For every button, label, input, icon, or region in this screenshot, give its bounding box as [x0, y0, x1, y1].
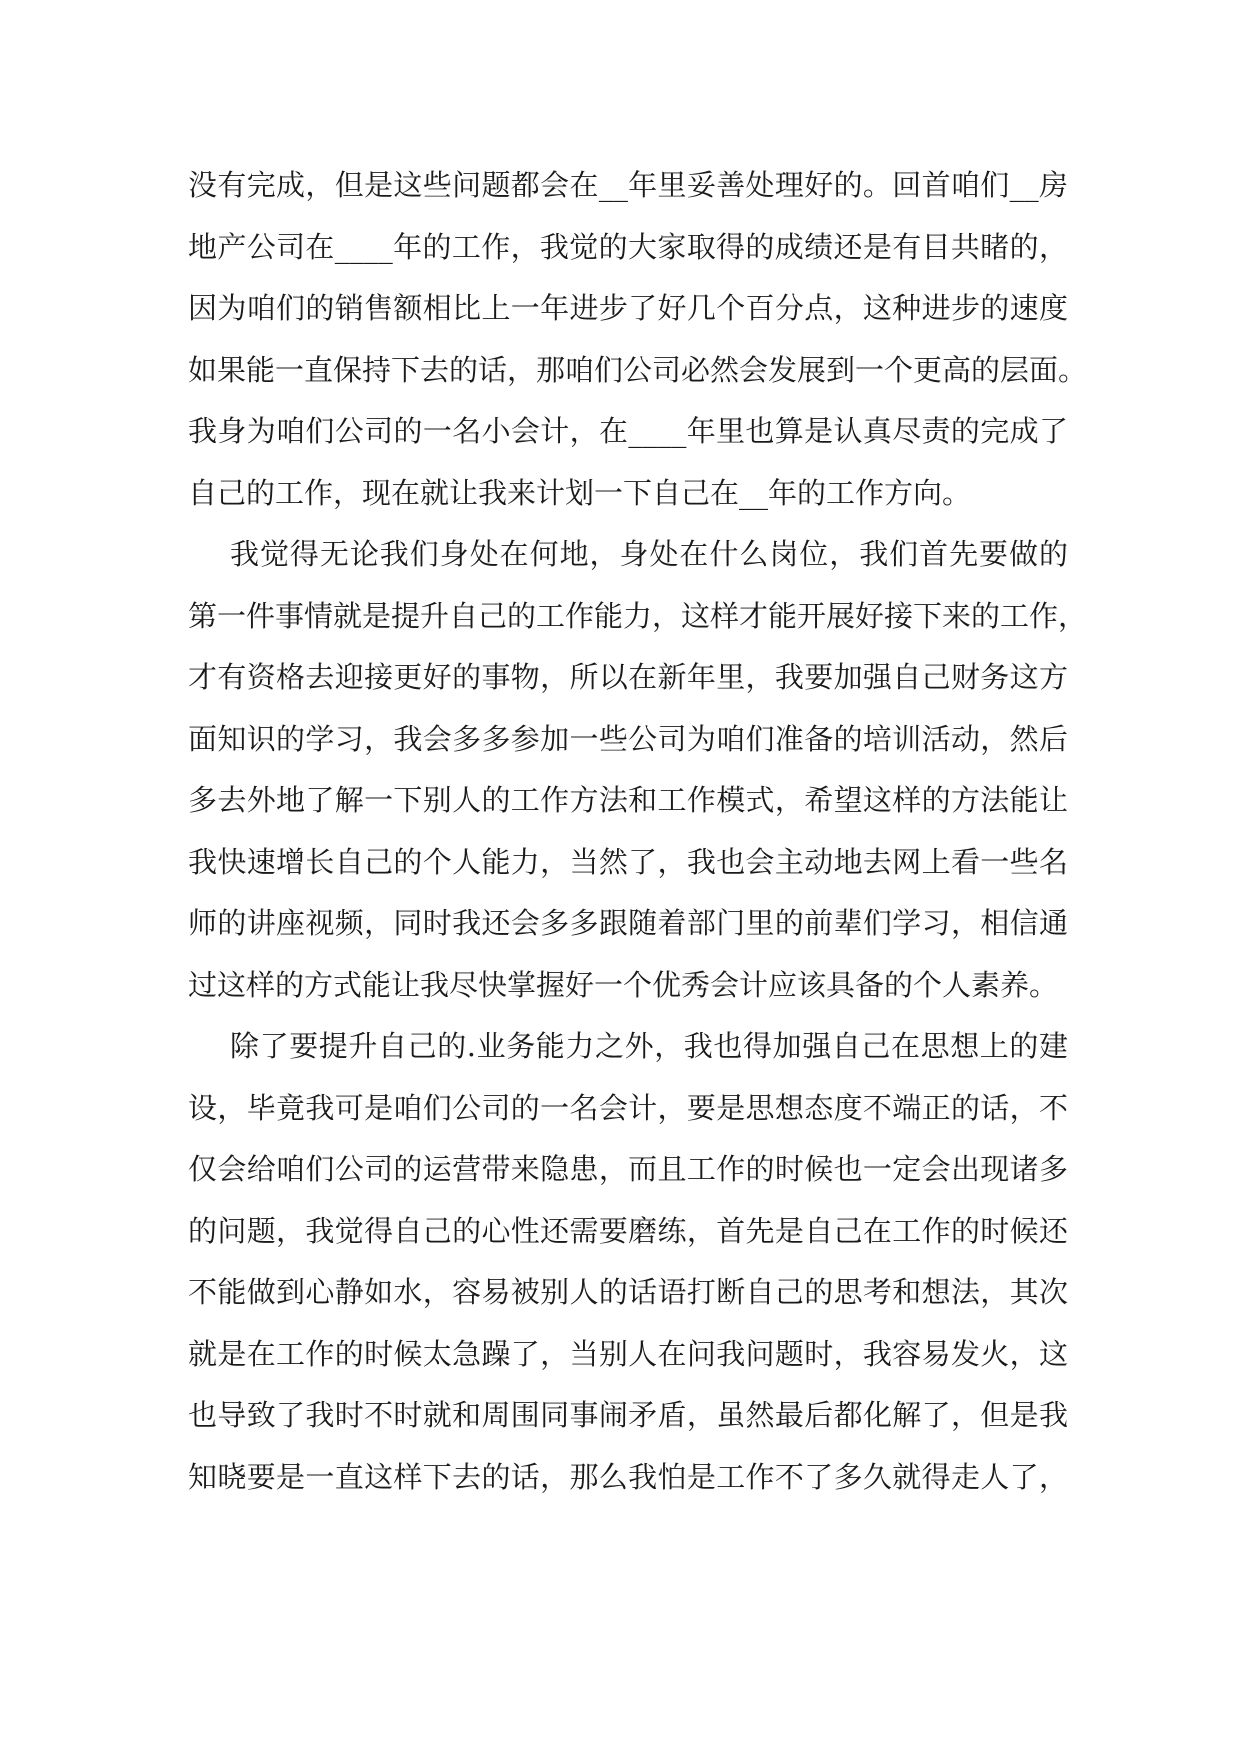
text-line: 过这样的方式能让我尽快掌握好一个优秀会计应该具备的个人素养。 — [188, 967, 1059, 1002]
text-line: 也导致了我时不时就和周围同事闹矛盾，虽然最后都化解了，但是我 — [188, 1398, 1068, 1432]
text-line: 不能做到心静如水，容易被别人的话语打断自己的思考和想法，其次 — [188, 1275, 1068, 1309]
text-line: 第一件事情就是提升自己的工作能力，这样才能开展好接下来的工作， — [188, 598, 1088, 633]
text-line: 如果能一直保持下去的话，那咱们公司必然会发展到一个更高的层面。 — [188, 352, 1088, 387]
text-line: 除了要提升自己的.业务能力之外，我也得加强自己在思想上的建 — [230, 1029, 1068, 1063]
text-line: 多去外地了解一下别人的工作方法和工作模式，希望这样的方法能让 — [188, 783, 1068, 817]
text-line: 我觉得无论我们身处在何地，身处在什么岗位，我们首先要做的 — [230, 537, 1068, 571]
text-line: 地产公司在____年的工作，我觉的大家取得的成绩还是有目共睹的， — [188, 229, 1068, 264]
text-line: 知晓要是一直这样下去的话，那么我怕是工作不了多久就得走人了， — [188, 1459, 1068, 1494]
text-line: 自己的工作，现在就让我来计划一下自己在__年的工作方向。 — [188, 475, 972, 510]
text-line: 就是在工作的时候太急躁了，当别人在问我问题时，我容易发火，这 — [188, 1336, 1068, 1371]
text-line: 仅会给咱们公司的运营带来隐患，而且工作的时候也一定会出现诸多 — [188, 1152, 1068, 1186]
text-line: 才有资格去迎接更好的事物，所以在新年里，我要加强自己财务这方 — [188, 660, 1068, 694]
text-line: 的问题，我觉得自己的心性还需要磨练，首先是自己在工作的时候还 — [188, 1213, 1068, 1248]
text-line: 没有完成，但是这些问题都会在__年里妥善处理好的。回首咱们__房 — [188, 168, 1068, 202]
text-line: 师的讲座视频，同时我还会多多跟随着部门里的前辈们学习，相信通 — [188, 906, 1068, 940]
text-line: 设，毕竟我可是咱们公司的一名会计，要是思想态度不端正的话，不 — [188, 1090, 1068, 1125]
text-line: 因为咱们的销售额相比上一年进步了好几个百分点，这种进步的速度 — [188, 291, 1068, 325]
body-text — [188, 155, 1088, 1508]
text-line: 我快速增长自己的个人能力，当然了，我也会主动地去网上看一些名 — [188, 844, 1068, 879]
text-line: 面知识的学习，我会多多参加一些公司为咱们准备的培训活动，然后 — [188, 721, 1068, 756]
text-line: 我身为咱们公司的一名小会计，在____年里也算是认真尽责的完成了 — [188, 414, 1068, 448]
